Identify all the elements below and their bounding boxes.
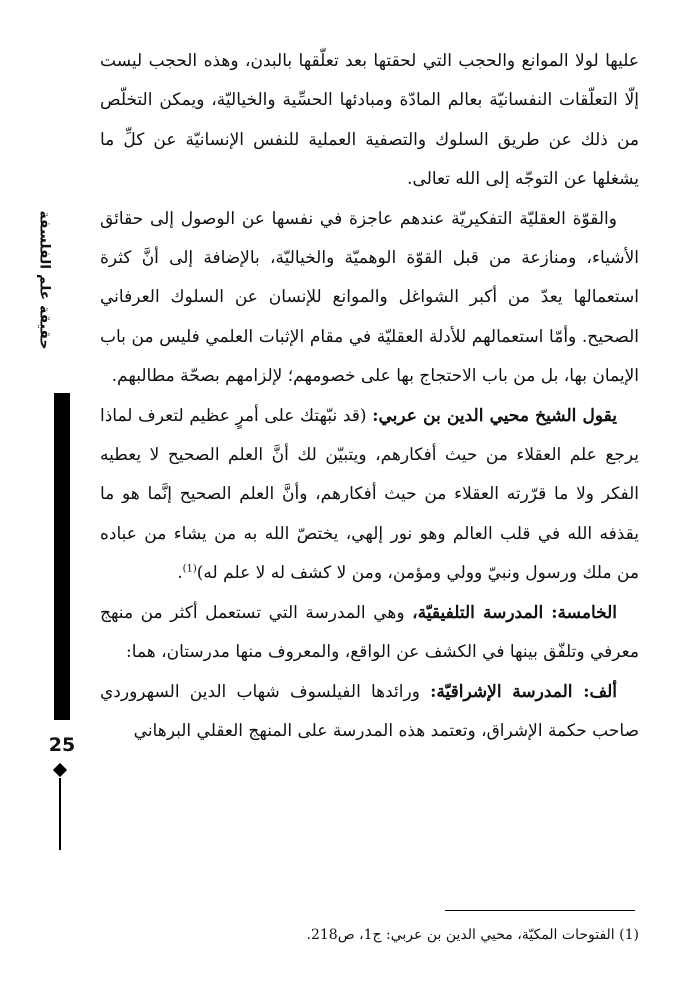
paragraph-3-lead: يقول الشيخ محيي الدين بن عربي: — [372, 405, 618, 426]
footnote-marker: (1) — [182, 563, 197, 575]
footnote: (1) الفتوحات المكيّة، محيي الدين بن عربي: ج1، ص218. — [306, 927, 639, 943]
paragraph-5 — [100, 673, 639, 752]
diamond-ornament-icon — [53, 763, 67, 777]
thumb-index-bar — [54, 393, 70, 720]
page-number: 25 — [48, 734, 76, 756]
footnote-separator — [445, 910, 635, 911]
running-head-text: حقيقة علم الفلسفة — [37, 210, 53, 350]
paragraph-3-end: . — [177, 563, 183, 584]
paragraph-3-quote: (قد نبّهتك على أمرٍ عظيم لتعرف لماذا يرجع علم العقلاء من حيث أفكارهم، ويتبيّن لك أنَّ العلم الصحيح لا يعطيه الفكر ولا ما قرّرته العقلاء من حيث أفكارهم، وأنَّ العلم الصحيح إنَّما هو ما يقذفه الله في قلب العالم وهو نور إلهي، يختصّ الله به من يشاء من عباده من ملك ورسول ونبيّ وولي ومؤمن، ومن لا كشف له لا علم له) — [100, 405, 639, 584]
paragraph-4 — [100, 594, 639, 673]
paragraph-5-body: ورائدها الفيلسوف شهاب الدين السهروردي صاحب حكمة الإشراق، وتعتمد هذه المدرسة على المنهج العقلي البرهاني — [100, 681, 639, 741]
paragraph-3 — [100, 397, 639, 594]
paragraph-2: والقوّة العقليّة التفكيريّة عندهم عاجزة في نفسها عن الوصول إلى حقائق الأشياء، ومنازعة من قبل القوّة الوهميّة والخياليّة، بالإضافة إلى أنَّ كثرة استعمالها يعدّ من أكبر الشواغل والموانع للإنسان عن السلوك العرفاني الصحيح. وأمّا استعمالهم للأدلة العقليّة في مقام الإثبات العلمي فليس من باب الإيمان بها، بل من باب الاحتجاج بها على خصومهم؛ لإلزامهم بصحّة مطالبهم. — [100, 208, 639, 387]
running-head — [30, 210, 60, 350]
paragraph-4-body: وهي المدرسة التي تستعمل أكثر من منهج معرفي وتلفّق بينها في الكشف عن الواقع، والمعروف منها مدرستان، هما: — [100, 602, 639, 663]
body-text — [100, 42, 639, 751]
margin-rule — [59, 778, 61, 850]
paragraph-4-lead: الخامسة: المدرسة التلفيقيّة، — [412, 602, 617, 623]
paragraph-1: عليها لولا الموانع والحجب التي لحقتها بعد تعلّقها بالبدن، وهذه الحجب ليست إلّا التعلّقات النفسانيّة بعالم المادّة ومبادئها الحسِّية والخياليّة، ويمكن التخلّص من ذلك عن طريق السلوك والتصفية العملية للنفس الإنسانيّة عن كلِّ ما يشغلها عن التوجّه إلى الله تعالى. — [100, 51, 639, 190]
paragraph-5-lead: ألف: المدرسة الإشراقيّة: — [430, 681, 617, 702]
